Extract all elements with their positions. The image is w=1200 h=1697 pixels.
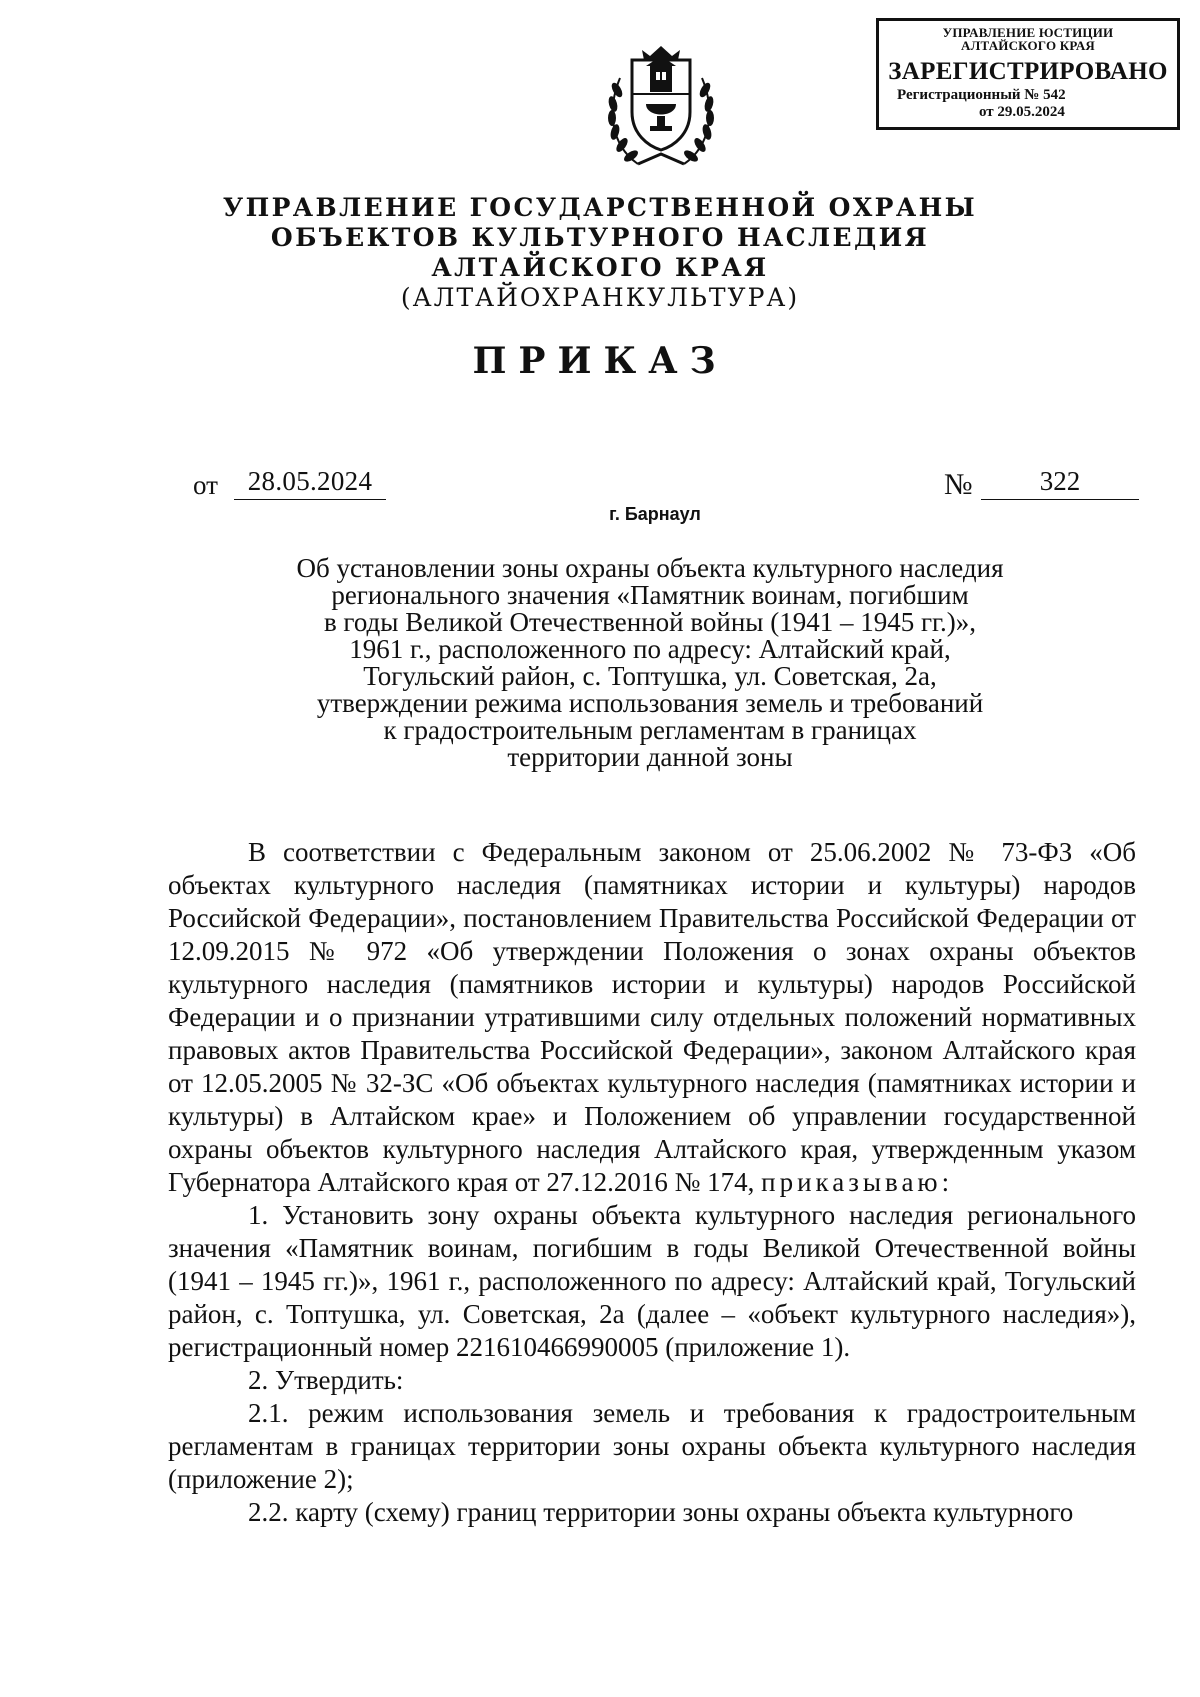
- number-label: №: [944, 468, 973, 501]
- item-2-1-paragraph: 2.1. режим использования земель и требования к градостроительным регламентам в границах территории зоны охраны объекта культурного наследия (приложение 2);: [168, 1398, 1136, 1494]
- order-word: приказываю:: [761, 1167, 954, 1197]
- stamp-org-line1: УПРАВЛЕНИЕ ЮСТИЦИИ: [942, 25, 1114, 40]
- title-line: к градостроительным регламентам в границах: [383, 715, 917, 745]
- stamp-status: ЗАРЕГИСТРИРОВАНО: [888, 58, 1168, 85]
- title-line: Об установлении зоны охраны объекта культурного наследия: [296, 553, 1004, 583]
- item-2-2-paragraph: 2.2. карту (схему) границ территории зоны охраны объекта культурного: [248, 1497, 1074, 1527]
- authority-abbreviation: (АЛТАЙОХРАНКУЛЬТУРА): [400, 283, 800, 312]
- item-1-paragraph: 1. Установить зону охраны объекта культурного наследия регионального значения «Памятник воинам, погибшим в годы Великой Отечественной войны (1941 – 1945 гг.)», 1961 г., расположенного по адресу: Алтайский край, Тогульский район, с. Топтушка, ул. Советская, 2а (далее – «объект культурного наследия»), регистрационный номер 221610466990005 (приложение 1).: [168, 1200, 1136, 1362]
- preamble-text: В соответствии с Федеральным законом от 25.06.2002 № 73-ФЗ «Об объектах культурного наследия (памятниках истории и культуры) народов Российской Федерации», постановлением Правительства Российской Федерации от 12.09.2015 № 972 «Об утверждении Положения о зонах охраны объектов культурного наследия (памятников истории и культуры) народов Российской Федерации и о признании утратившими силу отдельных положений нормативных правовых актов Правительства Российской Федерации», законом Алтайского края от 12.05.2005 № 32-ЗС «Об объектах культурного наследия (памятниках истории и культуры) в Алтайском крае» и Положением об управлении государственной охраны объектов культурного наследия Алтайского края, утвержденным указом Губернатора Алтайского края от 27.12.2016 № 174,: [168, 837, 1136, 1197]
- document-type: ПРИКАЗ: [472, 340, 728, 382]
- title-line: Тогульский район, с. Топтушка, ул. Советская, 2а,: [363, 661, 937, 691]
- city: г. Барнаул: [609, 504, 701, 524]
- title-line: в годы Великой Отечественной войны (1941 – 1945 гг.)»,: [323, 607, 977, 637]
- document-number: 322: [981, 466, 1139, 500]
- coat-of-arms-emblem: [598, 42, 724, 174]
- title-line: утверждении режима использования земель и требований: [316, 688, 984, 718]
- authority-header: [0, 193, 1200, 313]
- stamp-reg-date: от 29.05.2024: [979, 104, 1065, 120]
- item-2-paragraph: 2. Утвердить:: [248, 1365, 404, 1395]
- document-body: [168, 836, 1136, 1529]
- document-date: 28.05.2024: [234, 466, 386, 500]
- document-title: [200, 555, 1100, 771]
- title-line: регионального значения «Памятник воинам, погибшим: [331, 580, 969, 610]
- registration-stamp: [876, 18, 1180, 130]
- authority-line3: АЛТАЙСКОГО КРАЯ: [431, 253, 769, 282]
- title-line: территории данной зоны: [507, 742, 793, 772]
- title-line: 1961 г., расположенного по адресу: Алтайский край,: [349, 634, 951, 664]
- date-label: от: [193, 470, 218, 500]
- preamble-paragraph: [168, 836, 1136, 1199]
- stamp-org-line2: АЛТАЙСКОГО КРАЯ: [961, 38, 1095, 53]
- stamp-reg-number: Регистрационный № 542: [897, 87, 1066, 103]
- authority-line2: ОБЪЕКТОВ КУЛЬТУРНОГО НАСЛЕДИЯ: [270, 223, 930, 252]
- authority-line1: УПРАВЛЕНИЕ ГОСУДАРСТВЕННОЙ ОХРАНЫ: [222, 193, 978, 222]
